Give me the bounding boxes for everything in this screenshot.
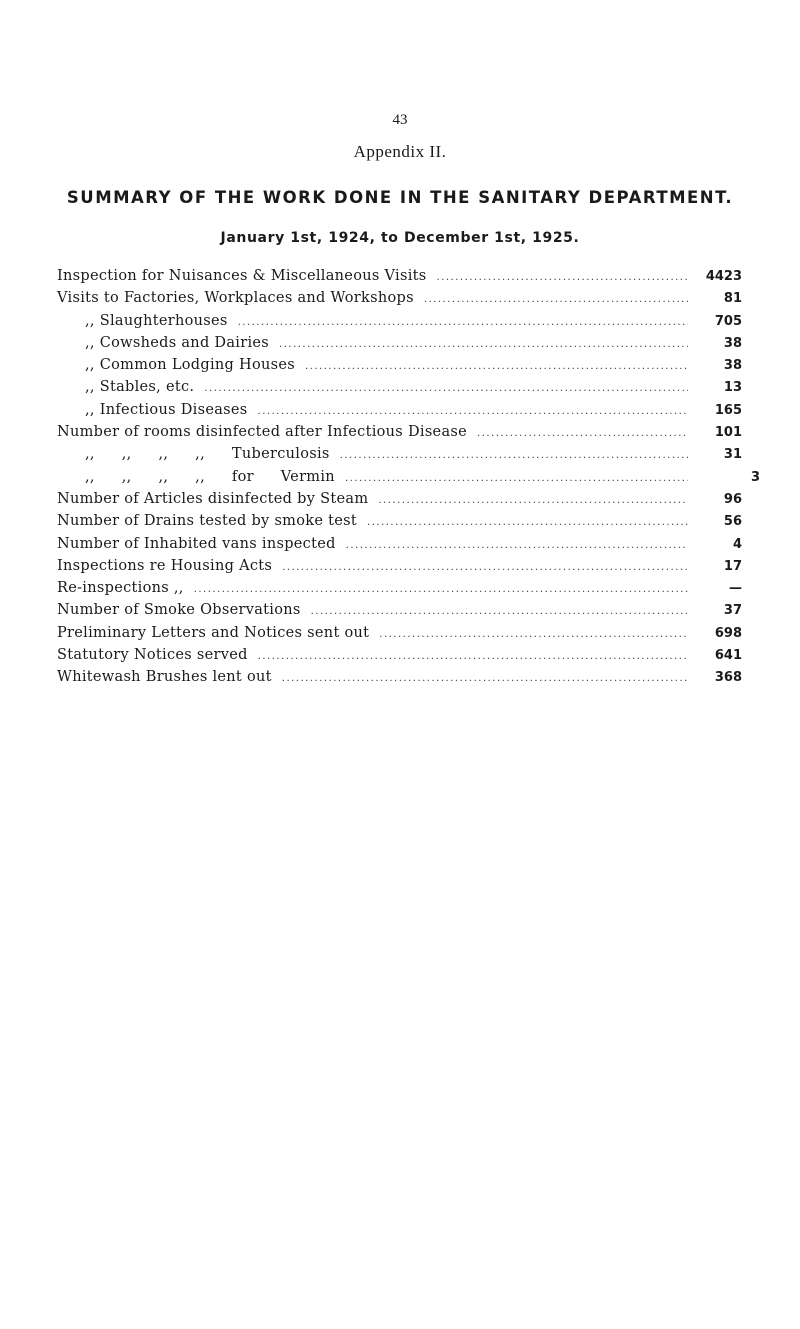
row-label: Whitewash Brushes lent out [57,669,272,686]
row-value: 4423 [705,269,742,284]
leader-dots [194,584,688,595]
row-value: 56 [723,514,742,530]
row-label: Number of Smoke Observations [57,602,301,619]
row-value: 165 [714,402,742,418]
table-row [57,468,760,491]
table-row [57,625,742,647]
row-value: 4 [732,536,742,552]
table-row [57,669,742,691]
table-row [57,402,742,424]
row-label: Number of Inhabited vans inspected [57,535,336,552]
leader-dots [282,673,688,684]
row-value: 705 [714,313,742,329]
page-number: 43 [392,112,408,128]
row-value: 81 [723,291,742,307]
leader-dots [238,317,688,328]
row-label: Number of Drains tested by smoke test [57,513,358,530]
table-row [57,357,742,379]
table-row [57,513,742,535]
table-row [57,335,742,357]
table-row [57,602,742,624]
row-value: 38 [723,358,742,374]
table-row [57,313,742,335]
row-value: 96 [723,491,742,507]
table-row [57,558,742,580]
leader-dots [305,361,688,372]
leader-dots [311,606,688,617]
row-label: ,, Slaughterhouses [85,312,228,329]
row-value: 368 [714,670,742,686]
row-value: 17 [723,558,742,574]
table-row [57,446,742,468]
table-row [57,379,742,401]
leader-dots [345,473,688,484]
row-label: ,, Infectious Diseases [85,401,248,418]
leader-dots [279,339,688,350]
row-value: — [729,581,742,597]
row-label: Preliminary Letters and Notices sent out [57,624,370,641]
leader-dots [424,294,688,305]
row-label: ,, ,, ,, ,, for Vermin [85,468,335,485]
row-value: 641 [714,648,742,664]
row-value: 101 [714,425,742,441]
leader-dots [204,383,688,394]
leader-dots [258,406,688,417]
leader-dots [282,562,688,573]
row-label: ,, Stables, etc. [85,379,195,396]
table-row [57,268,742,290]
row-label: Statutory Notices served [57,647,248,664]
table-row [57,424,742,446]
date-range-subtitle: January 1st, 1924, to December 1st, 1925. [220,230,580,246]
appendix-heading: Appendix II. [353,142,447,161]
table-row [57,580,742,602]
row-value: 3 [750,469,760,485]
row-label: Number of rooms disinfected after Infectious Disease [57,424,468,441]
leader-dots [477,428,688,439]
leader-dots [437,272,688,283]
row-label: Inspections re Housing Acts [57,557,273,574]
row-label: ,, Common Lodging Houses [85,357,295,374]
row-value: 38 [723,335,742,351]
leader-dots [346,540,688,551]
summary-table [57,268,760,692]
leader-dots [367,517,688,528]
table-row [57,290,742,312]
leader-dots [378,495,688,506]
row-label: ,, Cowsheds and Dairies [85,334,270,351]
document-title: SUMMARY OF THE WORK DONE IN THE SANITARY DEPARTMENT. [66,188,734,207]
row-value: 37 [723,603,742,619]
row-label: Visits to Factories, Workplaces and Workshops [57,290,414,307]
table-row [57,647,742,669]
leader-dots [258,651,688,662]
leader-dots [379,629,688,640]
row-label: Inspection for Nuisances & Miscellaneous Visits [57,268,427,284]
row-label: Re-inspections ,, [57,580,184,597]
table-row [57,536,742,558]
row-value: 698 [714,625,742,641]
leader-dots [340,450,688,461]
row-value: 13 [723,380,742,396]
row-value: 31 [723,447,742,463]
table-row [57,491,742,513]
row-label: Number of Articles disinfected by Steam [57,490,369,507]
row-label: ,, ,, ,, ,, Tuberculosis [85,446,330,463]
